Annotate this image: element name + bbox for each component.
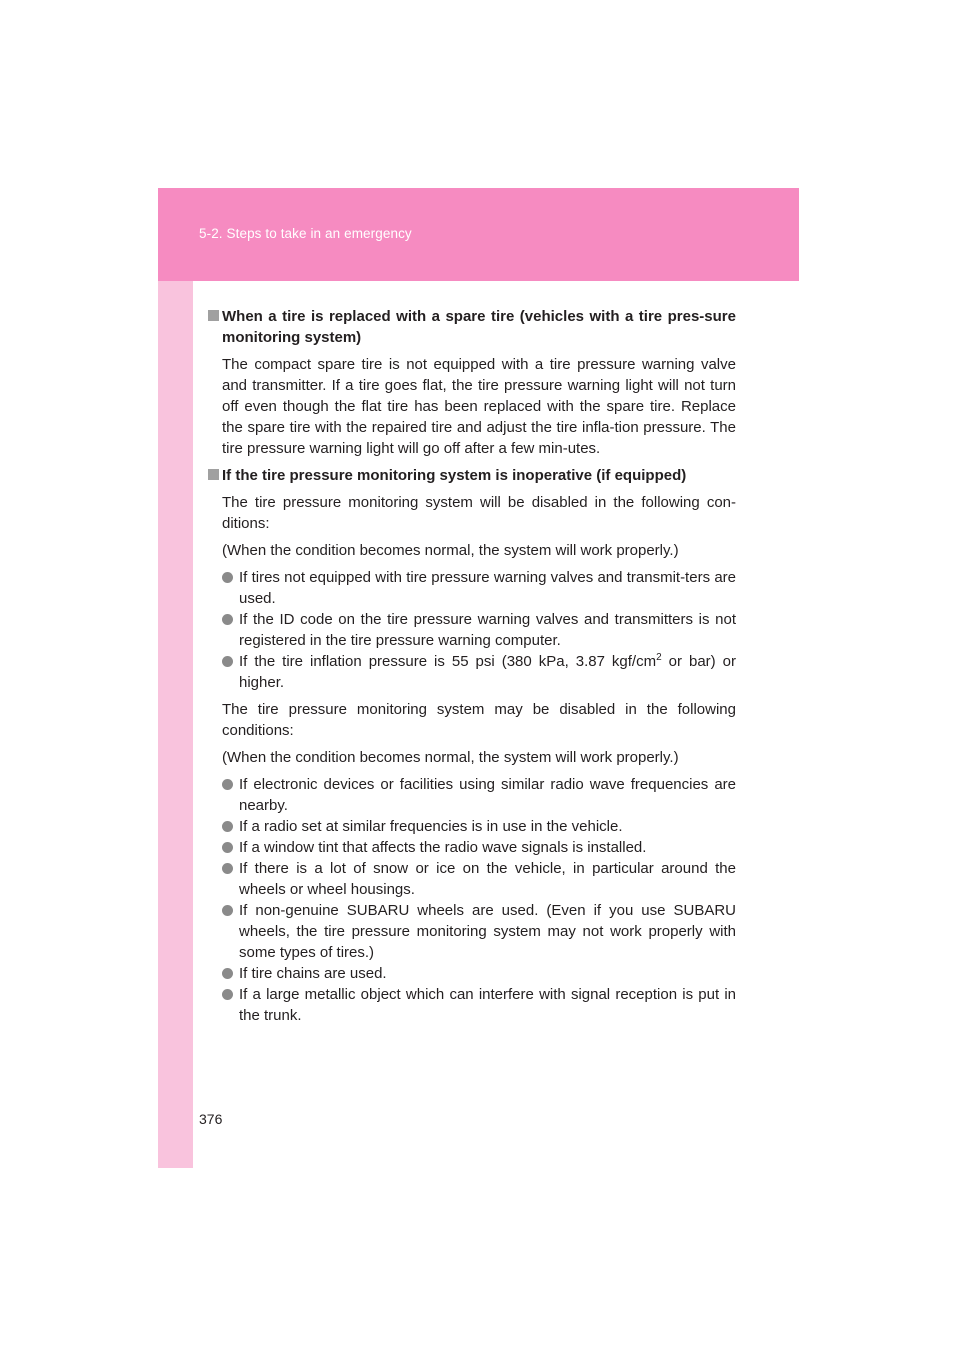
section-heading — [208, 465, 736, 486]
list-item: If a radio set at similar frequencies is in use in the vehicle. — [208, 816, 736, 837]
heading-text: If the tire pressure monitoring system is inoperative (if equipped) — [222, 467, 687, 484]
list-item: If tire chains are used. — [208, 963, 736, 984]
bullet-icon — [222, 656, 233, 667]
section-note: (When the condition becomes normal, the system will work properly.) — [222, 749, 679, 766]
section-heading — [208, 306, 736, 348]
list-item: If the ID code on the tire pressure warning valves and transmitters is not registered in the tire pressure warning computer. — [208, 609, 736, 651]
page-number: 376 — [199, 1111, 223, 1127]
square-marker-icon — [208, 310, 219, 321]
list-item: If tires not equipped with tire pressure warning valves and transmit-ters are used. — [208, 567, 736, 609]
bullet-icon — [222, 905, 233, 916]
superscript: 2 — [656, 652, 662, 663]
section-body: The compact spare tire is not equipped with a tire pressure warning valve and transmitter. If a tire goes flat, the tire pressure warning light will not turn off even though the flat tire has been replaced with the spare tire. Replace the spare tire with the repaired tire and adjust the tire infla-tion pressure. The tire pressure warning light will go off after a few min-utes. — [222, 356, 736, 457]
list-item: If electronic devices or facilities using similar radio wave frequencies are nearby. — [208, 774, 736, 816]
section-title: 5-2. Steps to take in an emergency — [199, 226, 412, 241]
list-item: If the tire inflation pressure is 55 psi (380 kPa, 3.87 kgf/$cm^2$ or bar) or higher. — [208, 651, 736, 693]
bullet-icon — [222, 821, 233, 832]
bullet-list — [208, 567, 736, 693]
section-intro: The tire pressure monitoring system may be disabled in the following conditions: — [222, 701, 736, 739]
list-item: If a large metallic object which can interfere with signal reception is put in the trunk. — [208, 984, 736, 1026]
bullet-icon — [222, 989, 233, 1000]
bullet-icon — [222, 842, 233, 853]
bullet-icon — [222, 614, 233, 625]
section-note: (When the condition becomes normal, the system will work properly.) — [222, 542, 679, 559]
side-strip — [158, 188, 193, 1168]
bullet-icon — [222, 863, 233, 874]
section-intro: The tire pressure monitoring system will be disabled in the following con-ditions: — [222, 494, 736, 532]
bullet-icon — [222, 572, 233, 583]
page-content — [208, 306, 736, 1026]
list-item: If there is a lot of snow or ice on the vehicle, in particular around the wheels or wheel housings. — [208, 858, 736, 900]
bullet-icon — [222, 968, 233, 979]
list-item: If a window tint that affects the radio wave signals is installed. — [208, 837, 736, 858]
bullet-list — [208, 774, 736, 1026]
heading-text: When a tire is replaced with a spare tire (vehicles with a tire pres-sure monitoring system) — [222, 308, 736, 346]
square-marker-icon — [208, 469, 219, 480]
bullet-icon — [222, 779, 233, 790]
list-item: If non-genuine SUBARU wheels are used. (Even if you use SUBARU wheels, the tire pressure monitoring system may not work properly with some types of tires.) — [208, 900, 736, 963]
